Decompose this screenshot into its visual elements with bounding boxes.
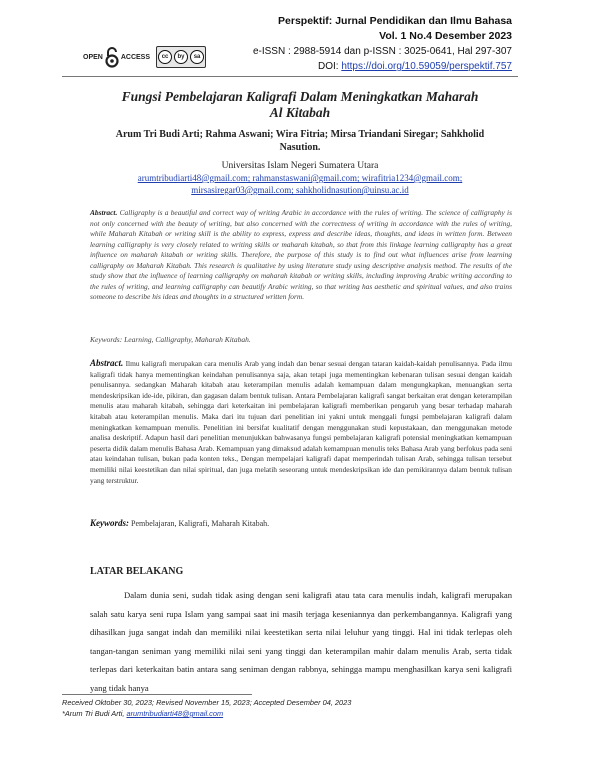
keywords-english: Keywords: Learning, Calligraphy, Maharah Kitabah. (90, 335, 251, 344)
body-paragraph: Dalam dunia seni, sudah tidak asing dengan seni kaligrafi atau tata cara menulis indah, kaligrafi merupakan salah satu karya seni rupa Islam yang sampai saat ini masih terjaga keseniannya dan perkembangannya. Kaligrafi yang dihasilkan juga sangat indah dan memiliki nilai keestetikan serta nilai leluhur yang tinggi. Hal ini tidak terlepas oleh tangan-tangan seniman yang memiliki nilai seni yang tinggi dan keterampilan mahir dalam menulis Arab, serta tidak terlepas dari keterkaitan batin antara sang seniman dengan rabbnya, sehingga mampu menghasilkan karya seni kaligrafi yang tidak hanya (90, 590, 512, 693)
journal-header (253, 14, 512, 74)
corresponding-author: *Arum Tri Budi Arti, arumtribudiarti48@gmail.com (62, 709, 224, 718)
journal-issn: e-ISSN : 2988-5914 dan p-ISSN : 3025-0641, Hal 297-307 (252, 46, 512, 57)
journal-volume: Vol. 1 No.4 Desember 2023 (379, 30, 512, 42)
footer (62, 697, 351, 719)
abstract-indonesian: Abstract. Ilmu kaligrafi merupakan cara menulis Arab yang indah dan benar sesuai dengan tataran kaidah-kaidah penulisannya. Pada ilmu kaligrafi tidak hanya mementingkan keindahan penulisannya saja, akan tetapi juga mementingkan kebenaran tulisan sesuai dengan kaidah penulisannya. sedangkan Maharah kitabah atau keterampilan menulis adalah kemampuan dalam mengungkapkan, menuangkan serta mendeskripsikan ide-ide, pikiran, dan gagasan dalam bentuk tulisan. Antara Pembelajaran kaligrafi sangat berkaitan erat dengan keterampilan menulis atau maharah kitabah, sehingga dari keterkaitan ini pembelajaran kaligrafi memberikan pengaruh yang besar terhadap maharah kitabah atau keterampilan menulis. Maka dari itu tujuan dari penelitian ini yakni untuk menggali fungsi pembelajaran kaligrafi dalam meningkatkan kemampuan menulis. Penelitian ini bersifat kualitatif dengan menggunakan studi kepustakaan, dan menggunakan metode analisa deskriptif. Adapun hasil dari penelitian menunjukkan bahwasanya fungsi pembelajaran kaligrafi potensial meningkatkan kemampuan peserta didik dalam menulis Bahasa Arab. Kemampuan yang dimaksud adalah kemampuan menulis teks Bahasa Arab yang berfokus pada seni atau keindahan tulisan, bukan pada konten teks., Dengan mempelajari kaligrafi dapat memperindah tulisan Arab, sehingga tulisan tersebut memiliki nilai keestetikan dan nilai spiritual, dan juga melatih seseorang untuk mendeskripsikan ide dan pemikirannya dalam bentuk tulisan yang terstruktur. (90, 358, 512, 485)
abstrak-label: Abstract. (90, 358, 124, 368)
journal-name: Perspektif: Jurnal Pendidikan dan Ilmu Bahasa (278, 15, 512, 27)
cc-icon: cc (158, 50, 172, 64)
abstract-english: Abstract. Calligraphy is a beautiful and correct way of writing Arabic in accordance with the rules of writing. The science of calligraphy is not only concerned with the beauty of writing, but also concerned with the correctness of writing in accordance with the rules of writing, while Maharah Kitabah or writing skill is the ability to express, express and describe ideas, thoughts, and ideas in written form. Between learning calligraphy is very closely related to writing skills or maharah kitabah, so that from this linkage learning calligraphy has a great influence on maharah kitabah or writing skills. Therefore, the purpose of this study is to find out what influences arise from learning calligraphy on Maharah Kitabah. This research is qualitative by using literature study using descriptive analysis method. The results of the study show that the influence of learning calligraphy on maharah kitabah or writing skills, including improving Arabic writing according to the rules of writing, and learning calligraphy can beautify Arabic writing, so that writing has aesthetic and spiritual values, and also trains someone to describe his ideas and thoughts in a structured written form. (90, 208, 512, 301)
keywords-indonesian: Keywords: Pembelajaran, Kaligrafi, Maharah Kitabah. (90, 518, 270, 528)
open-access-logo: OPEN ACCESS (83, 46, 150, 68)
journal-doi: DOI: https://doi.org/10.59059/perspektif.757 (317, 61, 512, 72)
doi-link[interactable]: https://doi.org/10.59059/perspektif.757 (341, 61, 512, 72)
author-emails[interactable]: arumtribudiarti48@gmail.com; rahmanstaswani@gmail.com; wirafitria1234@gmail.com; mirsasiregar03@gmail.com; sahkholidnasution@uinsu.ac.id (137, 173, 463, 195)
author-list: Arum Tri Budi Arti; Rahma Aswani; Wira Fitria; Mirsa Triandani Siregar; Sahkholid Nasution. (115, 129, 485, 153)
footer-divider (62, 694, 252, 695)
corresponding-email[interactable]: arumtribudiarti48@gmail.com (126, 709, 224, 718)
sa-icon: sa (190, 50, 204, 64)
cc-by-sa-badge (156, 46, 206, 68)
license-logos (83, 46, 206, 68)
paper-title: Fungsi Pembelajaran Kaligrafi Dalam Meningkatkan Maharah Al Kitabah (121, 89, 479, 120)
received-dates: Received Oktober 30, 2023; Revised November 15, 2023; Accepted Desember 04, 2023 (62, 698, 352, 707)
abstract-label: Abstract. (90, 208, 118, 217)
open-access-icon (104, 46, 120, 68)
header-divider (62, 76, 518, 77)
section-heading: LATAR BELAKANG (90, 566, 184, 577)
by-icon: by (174, 50, 188, 64)
affiliation: Universitas Islam Negeri Sumatera Utara (221, 161, 379, 171)
